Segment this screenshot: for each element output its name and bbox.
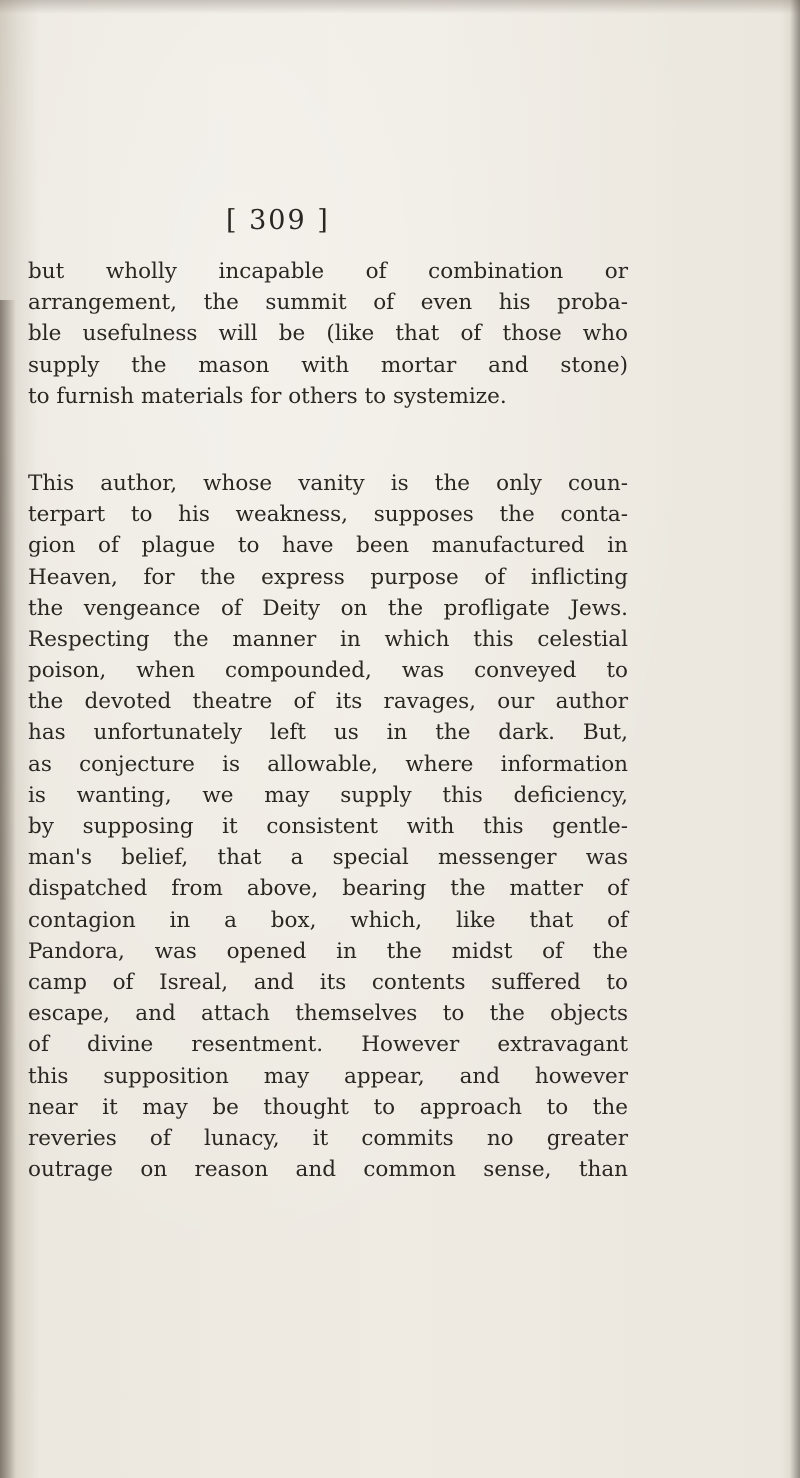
text-line: is wanting, we may supply this deficiency,: [28, 782, 628, 808]
right-edge-shadow: [790, 0, 800, 1478]
text-line: by supposing it consistent with this gentle-: [28, 814, 628, 839]
text-line: gion of plague to have been manufactured in: [28, 533, 628, 559]
text-line: Heaven, for the express purpose of inflicting: [28, 564, 628, 590]
text-line: escape, and attach themselves to the objects: [28, 1001, 628, 1027]
text-line: dispatched from above, bearing the matter of: [28, 876, 628, 902]
text-line: but wholly incapable of combination or: [28, 259, 628, 284]
text-line: This author, whose vanity is the only coun-: [28, 470, 628, 496]
text-line: near it may be thought to approach to the: [28, 1094, 628, 1120]
text-line: the devoted theatre of its ravages, our author: [28, 689, 628, 715]
text-line: outrage on reason and common sense, than: [28, 1157, 628, 1183]
text-line: contagion in a box, which, like that of: [28, 907, 628, 933]
text-line: reveries of lunacy, it commits no greater: [28, 1125, 628, 1151]
binding-gutter-shadow: [0, 300, 16, 1478]
text-line: the vengeance of Deity on the profligate Jews.: [28, 595, 628, 621]
text-line: camp of Isreal, and its contents suffered to: [28, 969, 628, 995]
text-line: ble usefulness will be (like that of those who: [28, 321, 628, 347]
top-edge-shadow: [0, 0, 800, 14]
text-line: to furnish materials for others to systemize.: [28, 383, 507, 409]
text-line: poison, when compounded, was conveyed to: [28, 658, 628, 684]
text-line: Respecting the manner in which this celestial: [28, 626, 628, 652]
text-line: has unfortunately left us in the dark. But,: [28, 720, 628, 746]
paragraph: [28, 256, 628, 412]
text-line: arrangement, the summit of even his proba-: [28, 290, 628, 316]
text-line: terpart to his weakness, supposes the conta-: [28, 502, 628, 528]
text-line: as conjecture is allowable, where information: [28, 751, 628, 777]
paragraph: [28, 468, 628, 1185]
paragraph-spacer: [28, 412, 628, 468]
text-line: this supposition may appear, and however: [28, 1063, 628, 1089]
text-line: man's belief, that a special messenger was: [28, 845, 628, 871]
page-number: [ 309 ]: [226, 205, 330, 236]
text-line: Pandora, was opened in the midst of the: [28, 938, 628, 964]
body-text: [28, 256, 628, 1185]
text-line: supply the mason with mortar and stone): [28, 352, 628, 378]
text-line: of divine resentment. However extravagant: [28, 1032, 628, 1058]
